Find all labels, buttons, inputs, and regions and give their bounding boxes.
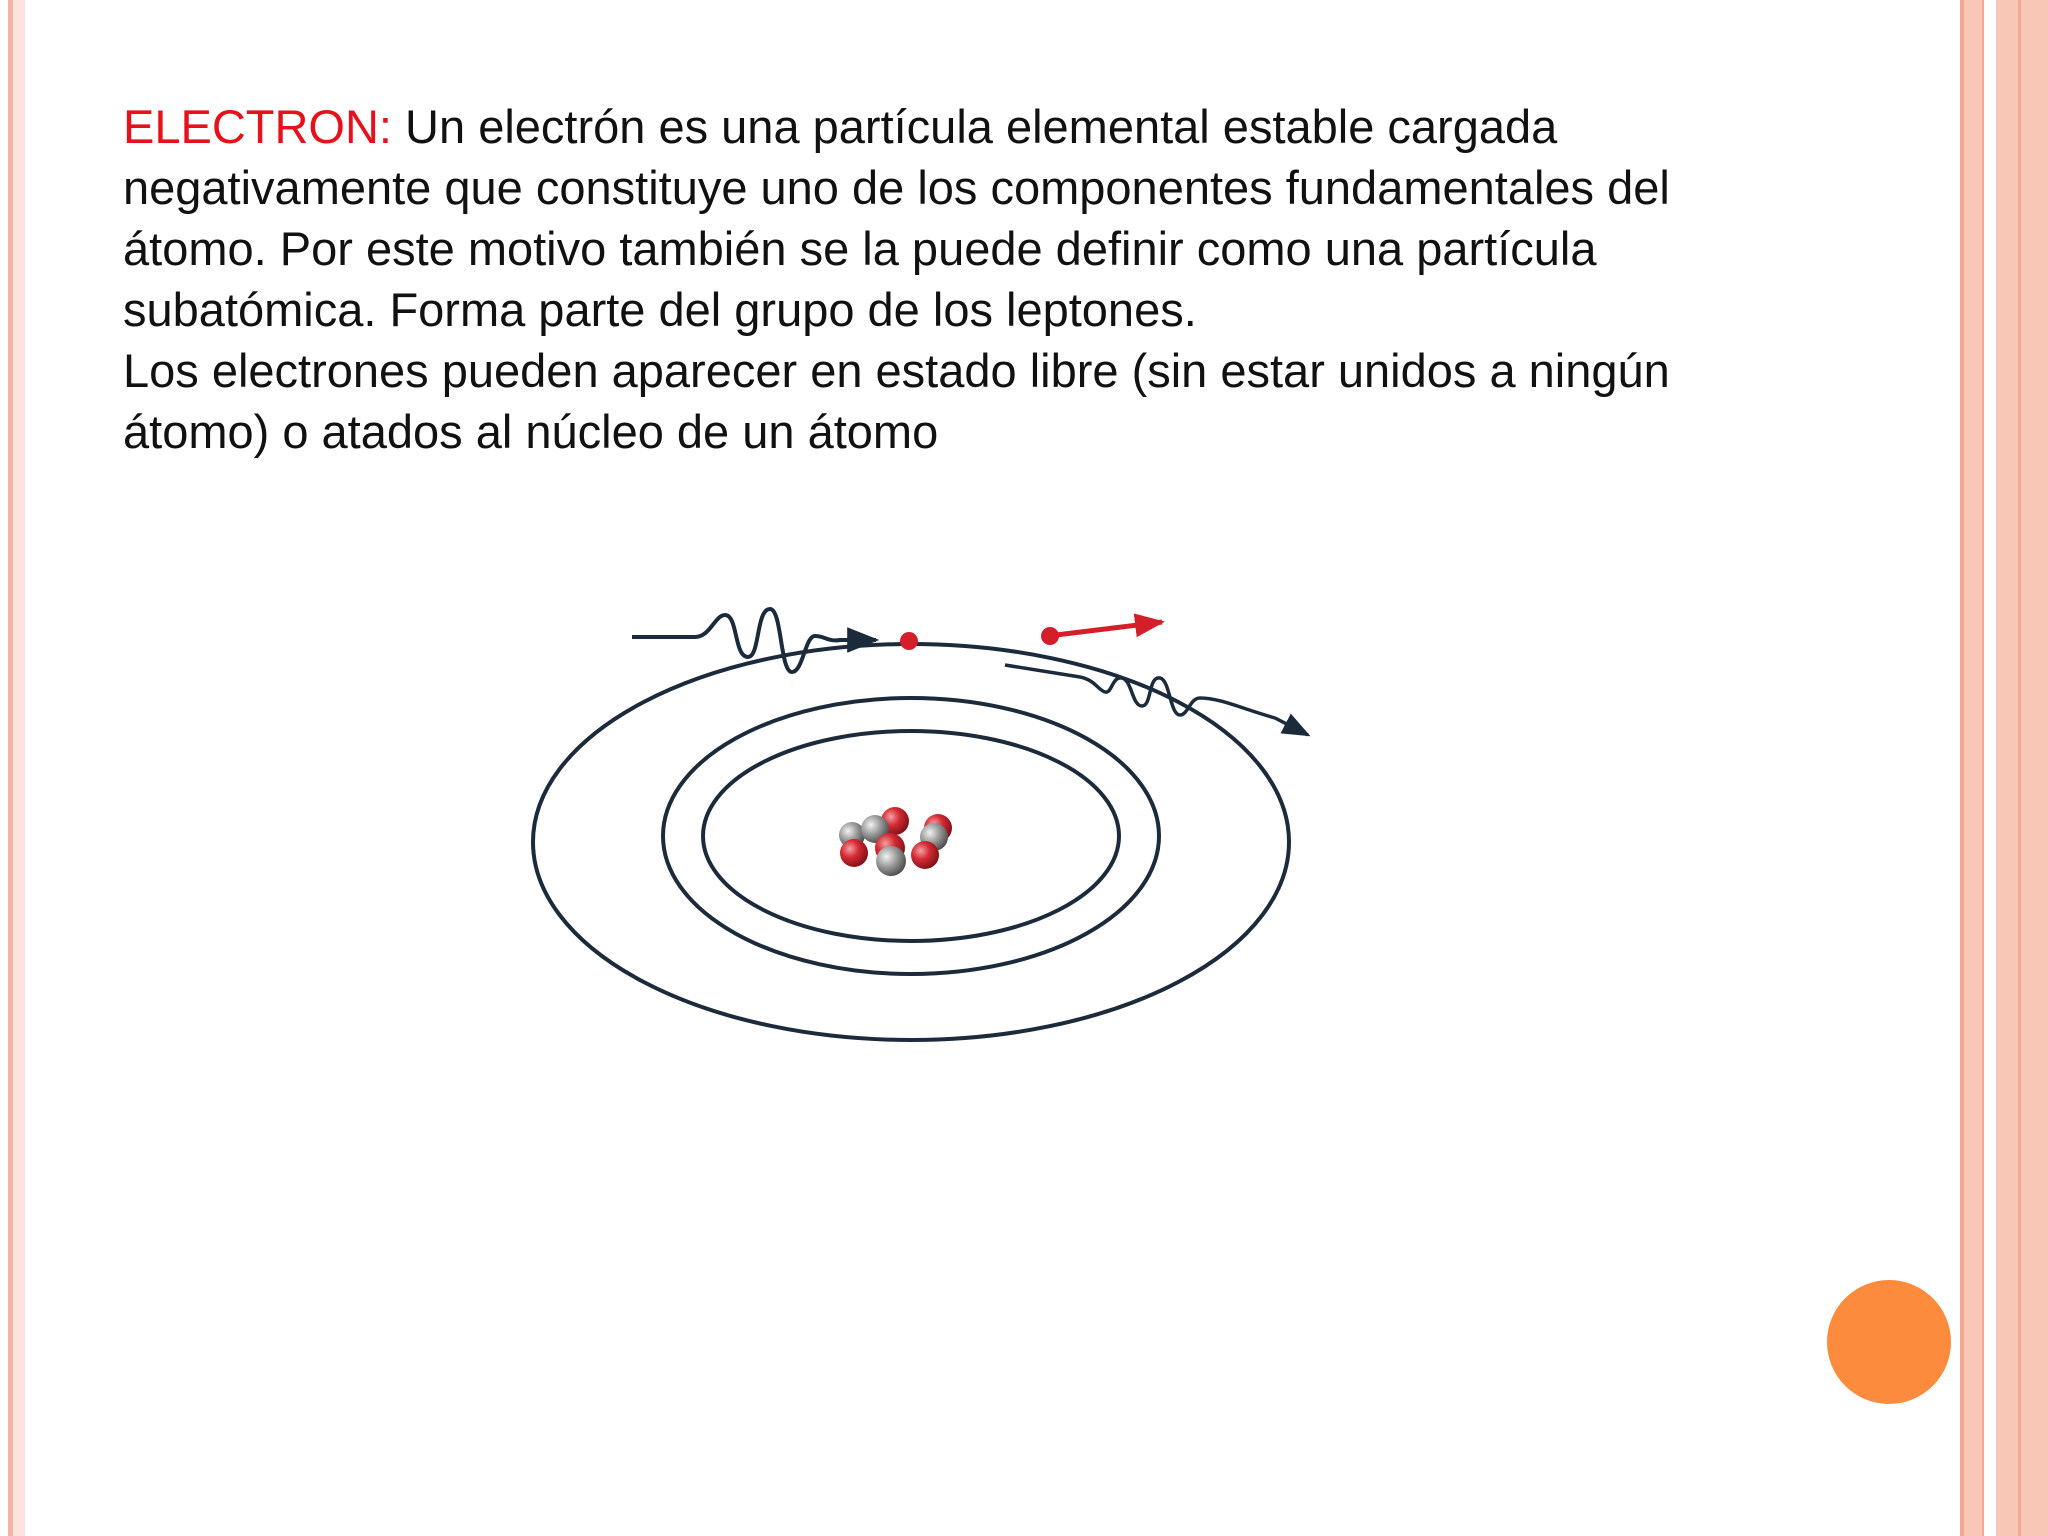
inner-orbit — [703, 731, 1119, 941]
atom-diagram — [520, 580, 1340, 1080]
neutron — [876, 846, 906, 876]
orange-circle-decoration — [1827, 1280, 1951, 1404]
outer-orbit — [533, 644, 1289, 1040]
frame-right-thin-stripe-2 — [1982, 0, 1984, 1536]
frame-right-band — [1964, 0, 1982, 1536]
free-electron-paragraph: Los electrones pueden aparecer en estado libre (sin estar unidos a ningún átomo) o atados al núcleo de un átomo — [123, 344, 1670, 458]
nucleus — [839, 807, 952, 876]
orbiting-electron — [900, 632, 918, 650]
definition-text: Un electrón es una partícula elemental estable cargada negativamente que constituye uno de los componentes fundamentales del átomo. Por este motivo también se la puede definir como una partícula subatómica. Forma parte del grupo de los leptones. — [123, 100, 1670, 336]
slide-body-text — [123, 96, 1763, 462]
frame-right-outer-band — [1996, 0, 2048, 1536]
frame-right-outer-line — [2018, 0, 2021, 1536]
middle-orbit — [663, 698, 1159, 974]
term-electron: ELECTRON: — [123, 100, 392, 153]
frame-left-band — [13, 0, 25, 1536]
ejected-electron-arrow — [1056, 622, 1162, 635]
outgoing-photon-wave — [1005, 665, 1308, 735]
definition-paragraph — [123, 96, 1763, 340]
proton — [911, 841, 939, 869]
proton — [840, 839, 868, 867]
